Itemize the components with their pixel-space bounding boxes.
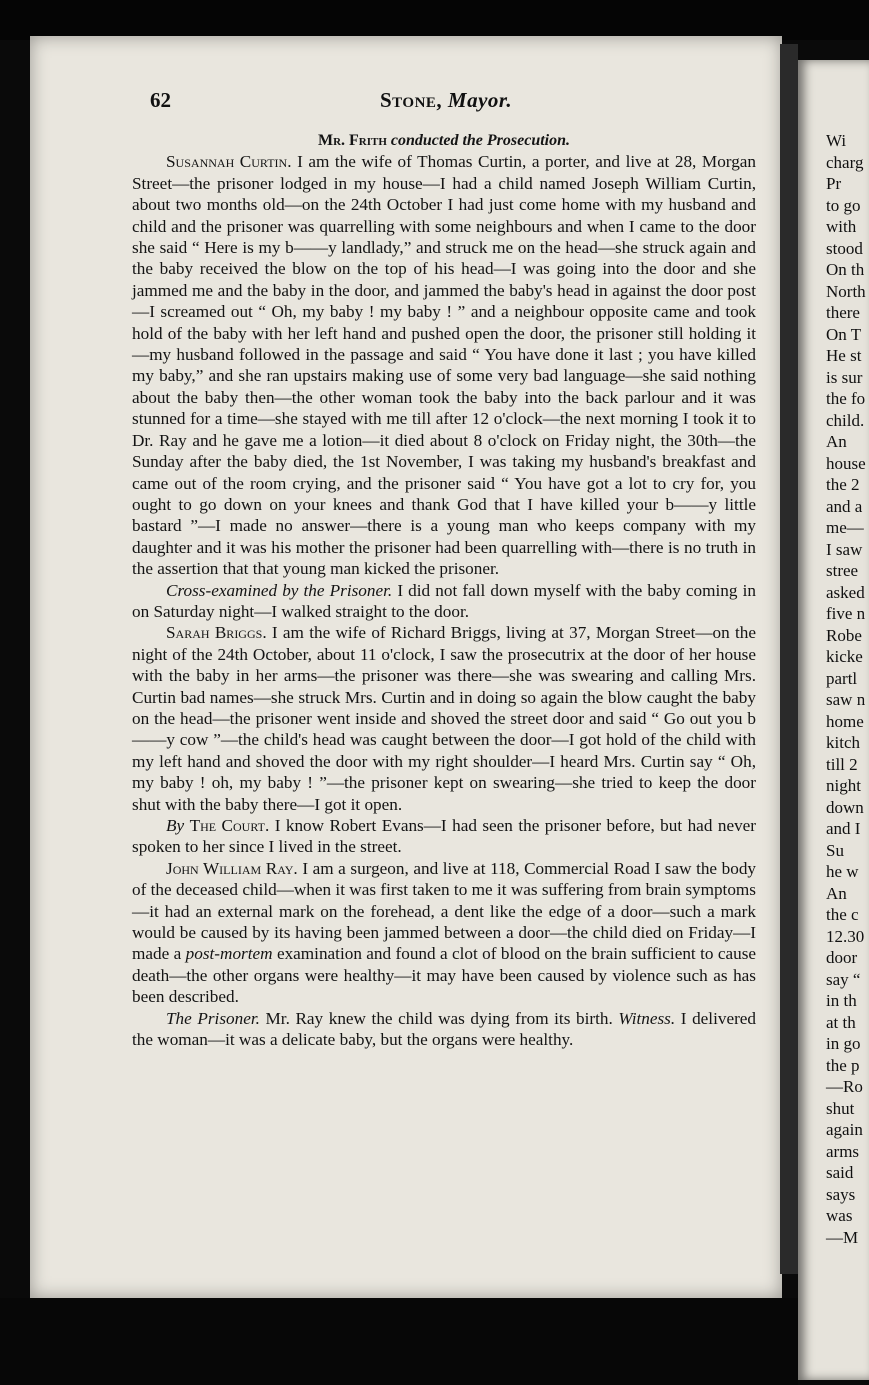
heading-prefix: Mr. Frith <box>317 132 387 149</box>
facing-page-line: door <box>826 948 858 967</box>
running-title-name: Stone, <box>380 88 443 112</box>
facing-page-line: —M <box>826 1227 859 1247</box>
running-title-office: Mayor. <box>447 88 513 112</box>
facing-page-line: and a <box>826 496 863 516</box>
facing-page-line: 12.30 <box>826 926 865 946</box>
running-title <box>380 88 512 113</box>
prosecution-heading <box>132 130 756 151</box>
facing-page-line: He st <box>826 346 862 365</box>
facing-page-line: was <box>826 1206 853 1225</box>
facing-page-line: five n <box>826 604 866 623</box>
page-header <box>150 88 750 114</box>
facing-page-line: night <box>826 776 861 795</box>
facing-page-line: kitch <box>826 733 860 752</box>
facing-page-line: charg <box>826 152 864 172</box>
facing-page-line: North <box>826 281 866 301</box>
post-mortem-term: post-mortem <box>185 944 273 964</box>
scan-border-bottom <box>0 1298 798 1385</box>
scan-border-top <box>0 0 869 40</box>
facing-page-line: the p <box>826 1055 860 1075</box>
facing-page-line: On T <box>826 324 862 344</box>
facing-page-line: kicke <box>826 647 863 666</box>
testimony-text: I know Robert Evans—I had seen the prisoner before, but had never spoken to her since I lived in the street. <box>132 816 757 857</box>
facing-page-line: partl <box>826 668 858 688</box>
page-body <box>132 130 756 1050</box>
facing-page-line: asked <box>826 582 865 602</box>
witness-name: Susannah Curtin. <box>166 152 292 172</box>
page-number: 62 <box>150 88 171 112</box>
facing-page-line: there <box>826 303 860 322</box>
cross-examination-label: Cross-examined by the Prisoner. <box>166 580 393 600</box>
facing-page-line: till 2 <box>826 754 858 774</box>
facing-page-line: Pr <box>826 174 842 193</box>
facing-page-line: the 2 <box>826 475 860 494</box>
testimony-text: I am the wife of Richard Briggs, living at 37, Morgan Street—on the night of the 24th October, about 11 o'clock, I saw the prosecutrix at the door of her house with the baby in her arms—the prisoner was there—she was swearing and calling Mrs. Curtin bad names—she struck Mrs. Curtin and in doing so again the blow caught the baby on the head—the prisoner went inside and shoved the street door and said “ Go out you b——y cow ”—the child's head was caught between the door—I got hold of the child with my left hand and shoved the door with my right shoulder—I heard Mrs. Curtin say “ Oh, my baby ! oh, my baby ! ”—the prisoner kept on swearing—she tried to keep the door shut with the baby there—I got it open. <box>132 623 757 814</box>
facing-page-line: down <box>826 797 864 817</box>
facing-page-line: the fo <box>826 389 866 408</box>
heading-rest: conducted the Prosecution. <box>390 132 571 149</box>
facing-page-line: says <box>826 1184 856 1204</box>
testimony-text: I am the wife of Thomas Curtin, a porter, and live at 28, Morgan Street—the prisoner lodged in my house—I had a child named Joseph William Curtin, about two months old—on the 24th October I had just come home with my husband and child and the prisoner was quarrelling with some neighbours and when I came to the door she said “ Here is my b——y landlady,” and struck me on the head—she struck again and the baby received the blow on the top of his head—I was going into the door and she jammed me and the baby in the door, and jammed the baby's head in against the door post—I screamed out “ Oh, my baby ! my baby ! ” and a neighbour opposite came and took hold of the baby with her left hand and pushed open the door, the prisoner still holding it—my husband followed in the passage and said “ You have done it last ; you have killed my baby,” and she ran upstairs making use of some very bad language—she said nothing about the baby then—the other woman took the baby into the back parlour and it was stunned for a time—she stayed with me till after 12 o'clock—the next morning I took it to Dr. Ray and he gave me a lotion—it died about 8 o'clock on Friday night, the 30th—the Sunday after the baby died, the 1st November, I was taking my husband's breakfast and came out of the room crying, and the prisoner said “ You have got a lot to cry for, you ought to go down on your knees and thank God that I have killed your b——y little bastard ”—I made no answer—there is a young man who keeps company with my daughter and it was his mother the prisoner had been quarrelling with—there is no truth in the assertion that that young man kicked the prisoner. <box>132 152 757 579</box>
facing-page-line: in go <box>826 1034 861 1053</box>
facing-page-line: is sur <box>826 367 863 387</box>
testimony-susannah-curtin <box>132 151 756 579</box>
facing-page-line: Su <box>826 840 844 860</box>
prisoner-label: The Prisoner. <box>166 1008 260 1028</box>
facing-page-line: stood <box>826 238 863 258</box>
facing-page-line: house <box>826 453 866 473</box>
facing-page-line: An <box>826 883 847 903</box>
facing-page-line: Wi <box>826 131 847 150</box>
facing-page-line: shut <box>826 1098 855 1118</box>
facing-page-line: An <box>826 432 847 451</box>
facing-page-line: again <box>826 1120 863 1139</box>
facing-page-line: stree <box>826 561 859 580</box>
statement-text-b: I delivered the woman—it was a delicate baby, but the organs were healthy. <box>132 1008 757 1050</box>
facing-page-line: On th <box>826 260 865 279</box>
testimony-text-b: examination and found a clot of blood on the brain sufficient to cause death—the other organs were healthy—it may have been caused by violence such as has been described. <box>132 944 757 1007</box>
testimony-sarah-briggs <box>132 622 756 815</box>
page-gutter <box>780 44 798 1274</box>
testimony-john-william-ray <box>132 858 756 1008</box>
cross-examination <box>132 580 756 623</box>
facing-page-line: me— <box>826 518 864 537</box>
facing-page-line: in th <box>826 991 857 1010</box>
by-label: By <box>166 816 185 835</box>
facing-page-line: at th <box>826 1012 856 1032</box>
witness-name: John William Ray. <box>166 858 298 878</box>
prisoner-statement <box>132 1008 756 1051</box>
witness-name: Sarah Briggs. <box>166 623 267 643</box>
by-the-court <box>132 815 756 858</box>
facing-page-line: saw n <box>826 690 866 709</box>
testimony-text: I did not fall down myself with the baby coming in on Saturday night—I walked straight to the door. <box>132 580 756 621</box>
facing-page-line: arms <box>826 1141 860 1161</box>
facing-page-line: with <box>826 217 857 236</box>
facing-page-line: say “ <box>826 969 861 989</box>
facing-page-line: home <box>826 711 864 731</box>
court-label: The Court. <box>189 816 270 835</box>
facing-page-line: child. <box>826 410 865 430</box>
facing-page-line: I saw <box>826 539 863 559</box>
facing-page-line: he w <box>826 862 859 881</box>
facing-page-line: to go <box>826 195 861 215</box>
facing-page-line: and I <box>826 819 861 838</box>
testimony-text-a: I am a surgeon, and live at 118, Commercial Road I saw the body of the deceased child—when it was first taken to me it was suffering from brain symptoms—it had an external mark on the forehead, a dent like the edge of a door—such a mark would be caused by its having been jammed between a door—the child died on Friday—I made a <box>132 858 757 964</box>
facing-page-line: said <box>826 1163 854 1182</box>
facing-page-line: Robe <box>826 625 862 645</box>
facing-page-line: the c <box>826 905 859 924</box>
facing-page-line: —Ro <box>826 1077 863 1096</box>
witness-label: Witness. <box>618 1008 676 1028</box>
statement-text: Mr. Ray knew the child was dying from its birth. <box>265 1008 613 1028</box>
facing-page <box>798 60 869 1380</box>
